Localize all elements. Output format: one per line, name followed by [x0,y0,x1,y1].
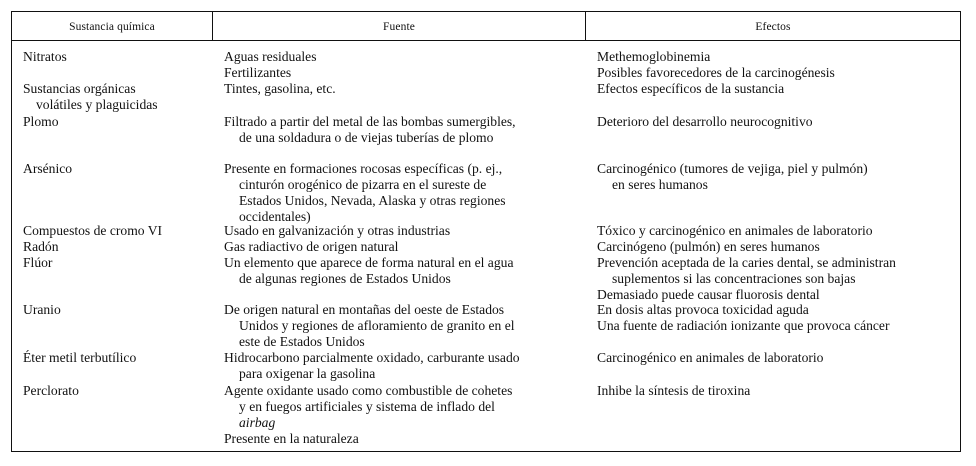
effects-line: Carcinogénico (tumores de vejiga, piel y pulmón) [597,161,868,176]
substance-line: volátiles y plaguicidas [36,96,158,112]
source-cell [224,81,576,97]
source-line: Estados Unidos, Nevada, Alaska y otras regiones [239,192,506,208]
effects-line: Inhibe la síntesis de tiroxina [597,383,751,398]
substance-line: Uranio [23,302,61,317]
effects-line: Deterioro del desarrollo neurocognitivo [597,114,813,129]
source-cell [224,223,576,239]
source-line: Fertilizantes [224,64,292,80]
source-line: De origen natural en montañas del oeste de Estados [224,302,505,317]
substance-cell [23,81,213,113]
source-line: de algunas regiones de Estados Unidos [239,270,451,286]
substance-cell [23,223,213,239]
substance-cell [23,350,213,366]
substance-cell [23,114,213,130]
effects-cell [597,255,952,303]
source-line: Unidos y regiones de afloramiento de granito en el [239,317,515,333]
substance-line: Compuestos de cromo VI [23,223,163,238]
effects-line: Una fuente de radiación ionizante que provoca cáncer [597,317,890,333]
substance-line: Radón [23,239,59,254]
table-header [12,12,960,41]
source-line: este de Estados Unidos [239,333,365,349]
substance-line: Arsénico [23,161,73,176]
effects-cell [597,161,952,193]
source-cell [224,239,576,255]
effects-line: Posibles favorecedores de la carcinogénesis [597,64,835,80]
substance-cell [23,161,213,177]
source-cell [224,350,576,382]
effects-cell [597,302,952,334]
header-source: Fuente [383,21,415,33]
source-line: cinturón orogénico de pizarra en el sureste de [239,176,487,192]
substance-cell [23,255,213,271]
effects-line: Demasiado puede causar fluorosis dental [597,286,820,302]
source-line: y en fuegos artificiales y sistema de inflado del [239,398,495,414]
substance-cell [23,239,213,255]
effects-cell [597,114,952,130]
effects-cell [597,81,952,97]
substance-line: Sustancias orgánicas [23,81,136,96]
source-line: Gas radiactivo de origen natural [224,239,399,254]
source-cell [224,255,576,287]
effects-cell [597,383,952,399]
source-line: airbag [239,414,276,430]
table-body [12,41,960,451]
header-effects: Efectos [755,21,791,33]
source-line: Agente oxidante usado como combustible de cohetes [224,383,513,398]
source-line: Aguas residuales [224,49,317,64]
effects-line: Carcinógeno (pulmón) en seres humanos [597,239,820,254]
source-line: Filtrado a partir del metal de las bombas sumergibles, [224,114,516,129]
source-line: Presente en formaciones rocosas específicas (p. ej., [224,161,503,176]
substance-line: Nitratos [23,49,67,64]
source-line: Usado en galvanización y otras industrias [224,223,451,238]
effects-line: Efectos específicos de la sustancia [597,81,785,96]
substance-cell [23,302,213,318]
source-cell [224,161,576,225]
substance-line: Plomo [23,114,59,129]
source-line: Un elemento que aparece de forma natural en el agua [224,255,514,270]
source-cell [224,383,576,447]
effects-cell [597,350,952,366]
substance-line: Perclorato [23,383,79,398]
substance-line: Flúor [23,255,53,270]
effects-line: Carcinogénico en animales de laboratorio [597,350,824,365]
source-line: Hidrocarbono parcialmente oxidado, carburante usado [224,350,520,365]
effects-cell [597,223,952,239]
substance-cell [23,383,213,399]
header-substance: Sustancia química [69,21,155,33]
source-line: para oxigenar la gasolina [239,365,376,381]
effects-line: suplementos si las concentraciones son bajas [612,270,856,286]
substance-line: Éter metil terbutílico [23,350,137,365]
effects-line: Methemoglobinemia [597,49,711,64]
effects-cell [597,239,952,255]
substance-cell [23,49,213,65]
effects-line: Prevención aceptada de la caries dental, se administran [597,255,896,270]
source-line: occidentales) [239,208,311,224]
source-cell [224,49,576,81]
source-line: de una soldadura o de viejas tuberías de plomo [239,129,494,145]
source-cell [224,114,576,146]
substances-table [11,11,961,452]
source-line: Presente en la naturaleza [224,430,359,446]
effects-line: En dosis altas provoca toxicidad aguda [597,302,809,317]
source-cell [224,302,576,350]
source-line: Tintes, gasolina, etc. [224,81,336,96]
effects-line: en seres humanos [612,176,708,192]
effects-line: Tóxico y carcinogénico en animales de laboratorio [597,223,873,238]
effects-cell [597,49,952,81]
